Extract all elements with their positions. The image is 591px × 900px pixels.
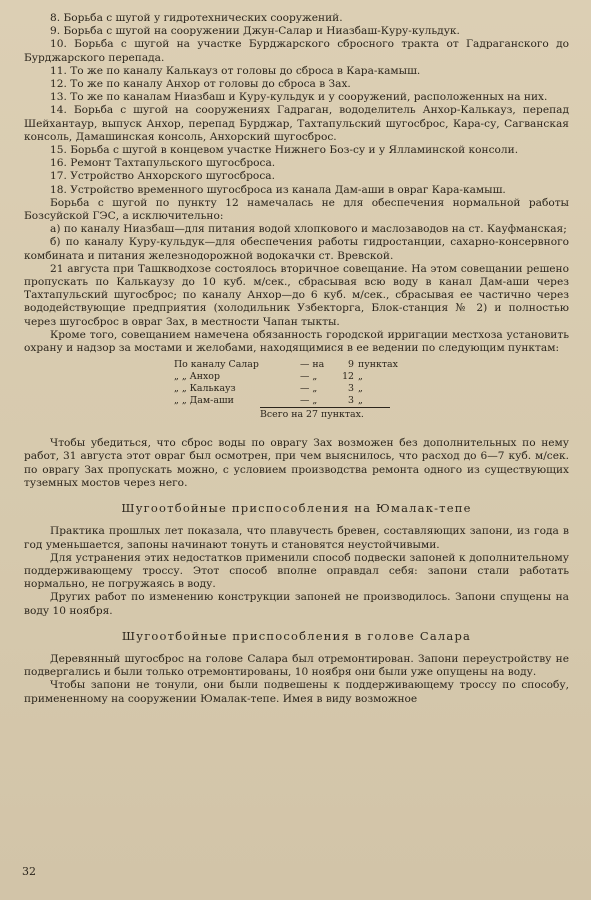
paragraph-intro: Борьба с шугой по пункту 12 намечалась не для обеспечения нормальной работы Бозсуйской ГЭС, а исключительно: <box>24 196 569 223</box>
table-cell: 3 <box>348 383 354 395</box>
paragraph-last: Чтобы запони не тонули, они были подвешены к поддерживающему тросcу по способу, примененному на сооружении Юмалак-тепе. Имея в виду возможное <box>24 679 569 705</box>
page-number: 32 <box>22 864 36 878</box>
sub-item-a: а) по каналу Ниазбаш—для питания водой хлопкового и маслозаводов на ст. Кауфманская; <box>50 223 567 236</box>
table-cell: — „ <box>300 383 318 395</box>
list-item: 8. Борьба с шугой у гидротехнических сооружений. <box>50 12 343 24</box>
list-item: 9. Борьба с шугой на сооружении Джун-Салар и Ниазбаш-Куру-кульдук. <box>50 25 460 38</box>
table-cell: пунктах <box>358 359 398 371</box>
paragraph-other: Других работ по изменению конструкции запоней не производилось. Запони спущены на воду 10 ноября. <box>24 591 569 617</box>
list-item: 13. То же по каналам Ниазбаш и Куру-кульдук и у сооружений, расположенных на них. <box>50 91 548 104</box>
table-row <box>174 395 569 407</box>
spacer <box>24 423 569 437</box>
list-item: 14. Борьба с шугой на сооружениях Гадраган, вододелитель Анхор-Калькауз, перепад Шейхантаур, выпуск Анхор, перепад Бурджар, Тахтапульский шугосброс, Кара-су, Сагванская консоль, Дамашинская консоль, Анхорский шугосброс. <box>24 104 569 143</box>
table-cell: „ <box>358 371 363 383</box>
table-cell: — „ <box>300 371 318 383</box>
table-row <box>174 359 569 371</box>
table-cell: „ <box>358 395 363 407</box>
paragraph-practice: Практика прошлых лет показала, что плавучесть бревен, составляющих запони, из года в год уменьшается, запоны начинают тонуть и становятся неустойчивыми. <box>24 525 569 551</box>
table-cell: „ „ Анхор <box>174 371 220 383</box>
list-item: 17. Устройство Анхорского шугосброса. <box>50 170 275 183</box>
table-cell: По каналу Салар <box>174 359 259 371</box>
points-table <box>24 359 569 421</box>
table-cell: „ „ Дам-аши <box>174 395 234 407</box>
table-cell: 12 <box>342 371 354 383</box>
table-cell: „ <box>358 383 363 395</box>
paragraph-guard: Кроме того, совещанием намечена обязанность городской ирригации местхоза установить охрану и надзор за мостами и желобами, находящимися в ее ведении по следующим пунктам: <box>24 328 569 355</box>
table-cell: 9 <box>348 359 354 371</box>
table-total: Всего на 27 пунктах. <box>260 407 390 421</box>
table-row <box>174 371 569 383</box>
list-item: 15. Борьба с шугой в концевом участке Нижнего Боз-су и у Ялламинской консоли. <box>50 144 519 157</box>
table-row <box>174 383 569 395</box>
paragraph-check: Чтобы убедиться, что сброс воды по оврагу Зах возможен без дополнительных по нему работ, 31 августа этот овраг был осмотрен, при чем выяснилось, что расход до 6—7 куб. м/сек. по оврагу Зах пропускать можно, с условием производства ремонта одного из существующих туземных мостов через него. <box>24 437 569 489</box>
section-heading: Шугоотбойные приспособления на Юмалак-тепе <box>121 501 472 516</box>
list-item: 11. То же по каналу Калькауз от головы до сброса в Кара-камыш. <box>50 64 421 77</box>
table-cell: 3 <box>348 395 354 407</box>
table-cell: — „ <box>300 395 318 407</box>
list-item: 16. Ремонт Тахтапульского шугосброса. <box>50 157 276 170</box>
paragraph-aug21: 21 августа при Ташкводхозе состоялось вторичное совещание. На этом совещании решено пропускать по Калькаузу до 10 куб. м/сек., сбрасывая всю воду в канал Дам-аши через Тахтапульский шугосброс; по каналу Анхор—до 6 куб. м/сек., сбрасывая ее частично через вододействующие предприятия (холодильник Узбекторга, Блок-станция № 2) и полностью через шугосброс в овраг Зах, в местности Чапан тыкты. <box>24 262 569 328</box>
sub-item-b: б) по каналу Куру-кульдук—для обеспечения работы гидростанции, сахарно-консервного комбината и питания железнодорожной водокачки ст. Вревской. <box>24 236 569 262</box>
paragraph-wood: Деревянный шугосброс на голове Салара был отремонтирован. Запони переустройству не подвергались и были только отремонтированы, 10 ноября они были уже опущены на воду. <box>24 652 569 679</box>
table-cell: — на <box>300 359 325 371</box>
table-cell: „ „ Калькауз <box>174 383 236 395</box>
paragraph-fix: Для устранения этих недостатков применили способ подвески запоней к дополнительному поддерживающему тросcу. Этот способ вполне оправдал себя: запони стали работать нормально, не погружаясь в воду. <box>24 551 569 591</box>
list-item: 10. Борьба с шугой на участке Бурджарского сбросного тракта от Гадраганского до Бурджарского перепада. <box>24 38 569 64</box>
section-heading: Шугоотбойные приспособления в голове Салара <box>121 628 472 643</box>
list-item: 18. Устройство временного шугосброса из канала Дам-аши в овраг Кара-камыш. <box>50 183 506 196</box>
list-item: 12. То же по каналу Анхор от головы до сброса в Зах. <box>50 78 351 91</box>
